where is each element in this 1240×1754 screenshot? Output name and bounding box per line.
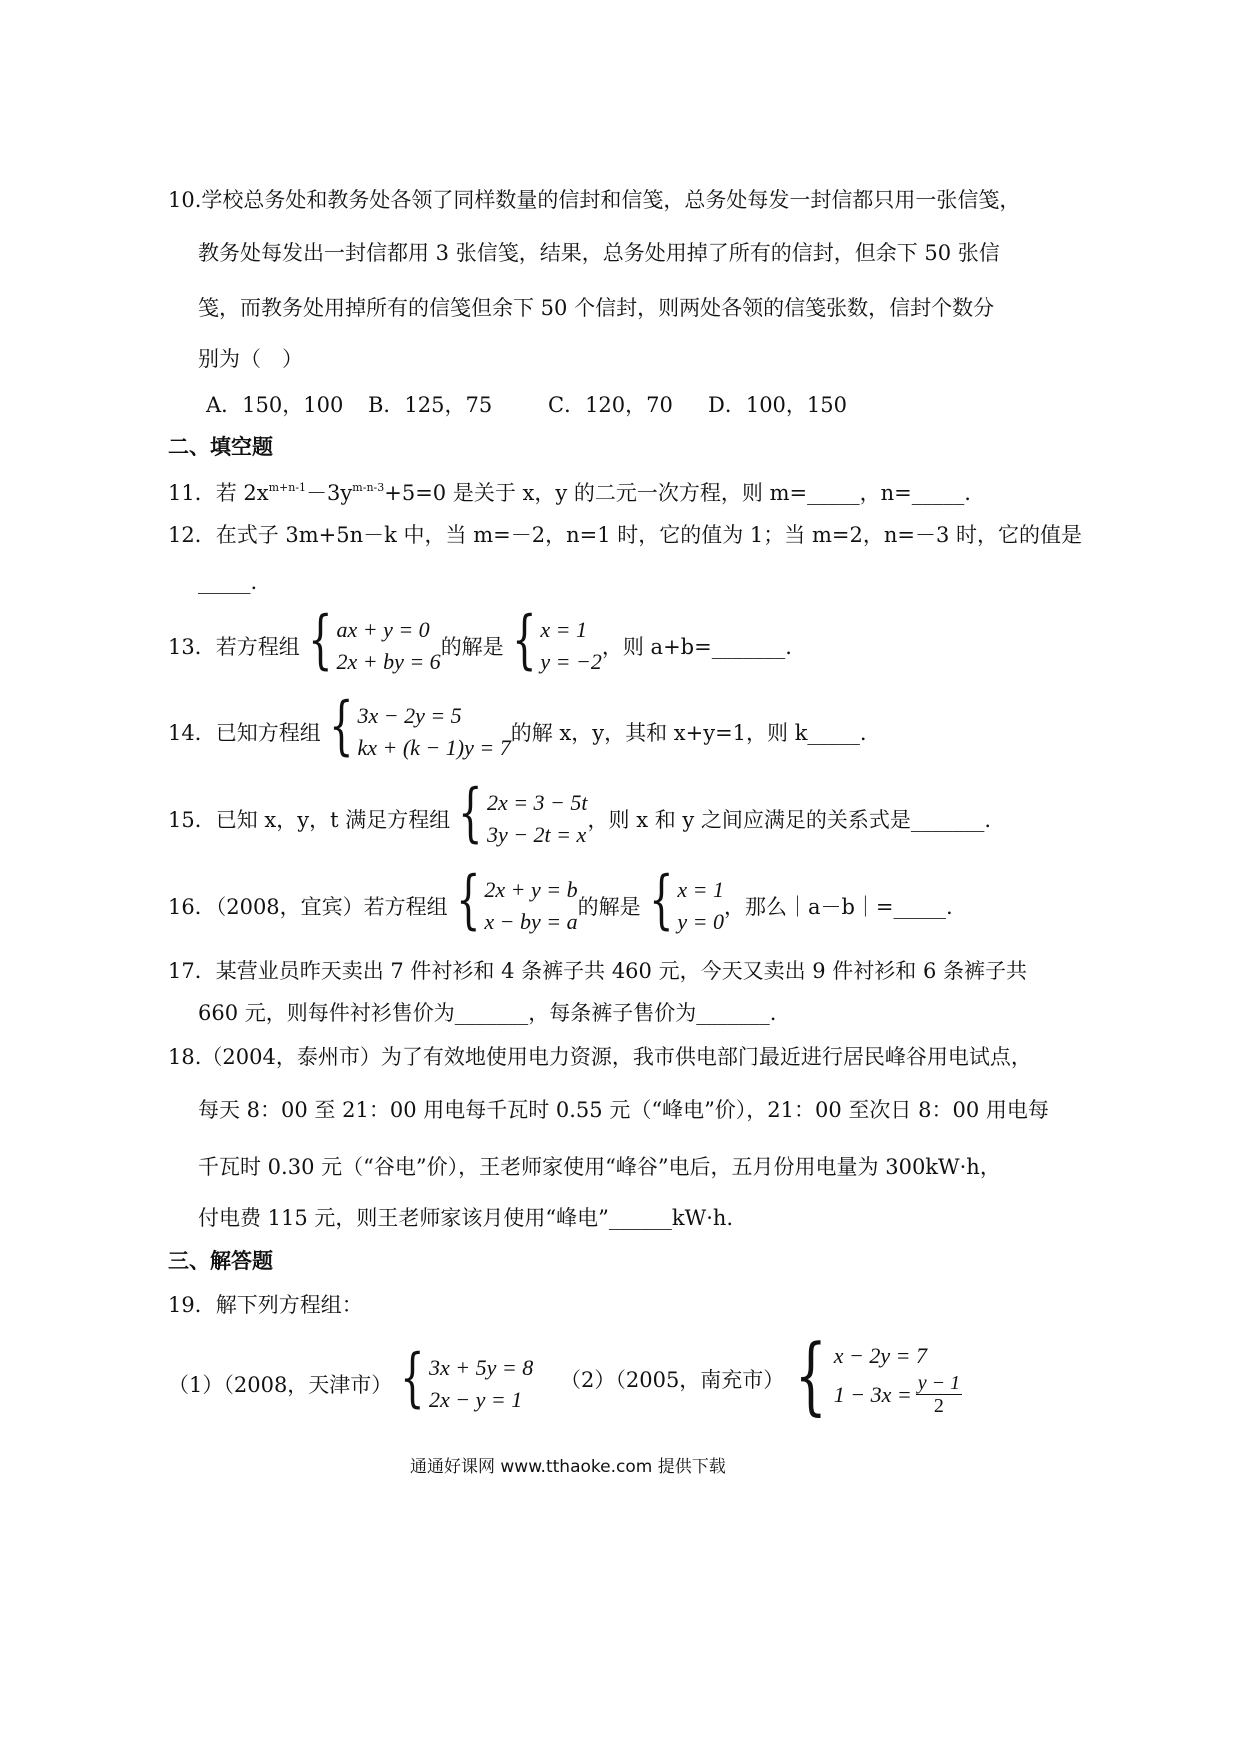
q16-equation-system: { 2x + y = b x − by = a — [455, 863, 578, 937]
q14-eq2: kx + (k − 1)y = 7 — [357, 735, 511, 760]
q12-line1: 12．在式子 3m+5n－k 中，当 m=－2，n=1 时，它的值为 1；当 m=2，n=－3 时，它的值是 — [168, 523, 1082, 547]
q16-eq1: 2x + y = b — [484, 877, 578, 902]
section-heading-solve: 三、解答题 — [168, 1249, 273, 1273]
q15-eq1: 2x = 3 − 5t — [486, 790, 588, 815]
q19-part2 — [560, 1326, 962, 1424]
q13-eq1: ax + y = 0 — [336, 617, 430, 642]
q10-line4: 别为（ ） — [198, 347, 303, 371]
q19-part1 — [168, 1341, 534, 1418]
q16-sol2: y = 0 — [677, 909, 724, 934]
q13-solution-system: { x = 1 y = −2 — [511, 603, 602, 677]
q19-part2-label: （2）（2005，南充市） — [560, 1367, 785, 1392]
q13-mid: 的解是 — [440, 635, 504, 659]
q19-part2-fraction: $\frac{y - 1}{2}$ — [917, 1372, 961, 1417]
q17-line1: 17．某营业员昨天卖出 7 件衬衫和 4 条裤子共 460 元，今天又卖出 9 件衬衫和 6 条裤子共 — [168, 959, 1027, 983]
q10-line2: 教务处每发出一封信都用 3 张信笺，结果，总务处用掉了所有的信封，但余下 50 张信 — [198, 241, 1000, 265]
q18-line1: 18.（2004，泰州市）为了有效地使用电力资源，我市供电部门最近进行居民峰谷用电试点， — [168, 1045, 1032, 1069]
q13-sol2: y = −2 — [540, 649, 602, 674]
q19-title: 19．解下列方程组： — [168, 1293, 363, 1317]
q10-line3: 笺，而教务处用掉所有的信笺但余下 50 个信封，则两处各领的信笺张数，信封个数分 — [198, 296, 995, 320]
q19-part1-system: { 3x + 5y = 8 2x − y = 1 — [400, 1341, 534, 1415]
q14-eq1: 3x − 2y = 5 — [357, 703, 462, 728]
page-footer: 通通好课网 www.tthaoke.com 提供下载 — [410, 1457, 726, 1477]
q14-equation-system: { 3x − 2y = 5 kx + (k − 1)y = 7 — [328, 689, 511, 763]
q13-equation-system: { ax + y = 0 2x + by = 6 — [307, 603, 441, 677]
q10-option-c: C．120，70 — [548, 393, 673, 417]
q10-option-b: B．125，75 — [368, 393, 493, 417]
q19-part2-system: { x − 2y = 7 1 − 3x = $\frac{y - 1}{2}$ — [795, 1326, 961, 1424]
q12-line2: _____. — [198, 570, 258, 594]
q13-eq2: 2x + by = 6 — [336, 649, 441, 674]
q18-line3: 千瓦时 0.30 元（“谷电”价），王老师家使用“峰谷”电后，五月份用电量为 300kW·h， — [198, 1155, 1001, 1179]
q16-row — [168, 863, 953, 940]
q15-row — [168, 776, 992, 853]
q14-post: 的解 x，y，其和 x+y=1，则 k_____. — [510, 721, 867, 745]
section-heading-fill-in: 二、填空题 — [168, 435, 273, 459]
q13-post: ，则 a+b=_______. — [601, 635, 792, 659]
q11-text: 11．若 $2x^{m+n-1}-3y^{m-n-3}+5=0$ 是关于 x，y 的二元一次方程，则 m=_____，n=_____. — [168, 481, 971, 505]
q15-eq2: 3y − 2t = x — [486, 822, 587, 847]
q16-sol1: x = 1 — [677, 877, 724, 902]
q18-line2: 每天 8：00 至 21：00 用电每千瓦时 0.55 元（“峰电”价），21：00 至次日 8：00 用电每 — [198, 1098, 1049, 1122]
q16-mid: 的解是 — [577, 895, 641, 919]
q19-part1-label: （1）（2008，天津市） — [168, 1373, 393, 1397]
q16-post: ，那么｜a－b｜=_____. — [723, 895, 953, 919]
q13-row — [168, 603, 792, 680]
q18-line4: 付电费 115 元，则王老师家该月使用“峰电”______kW·h. — [198, 1206, 734, 1230]
q19-part1-eq1: 3x + 5y = 8 — [429, 1355, 534, 1380]
q15-post: ，则 x 和 y 之间应满足的关系式是_______. — [587, 808, 992, 832]
q10-option-a: A．150，100 — [206, 393, 344, 417]
q15-equation-system: { 2x = 3 − 5t 3y − 2t = x — [458, 776, 588, 850]
q13-sol1: x = 1 — [540, 617, 588, 642]
q19-part2-eq1: x − 2y = 7 — [833, 1343, 927, 1368]
q16-label: 16．（2008，宜宾）若方程组 — [168, 895, 448, 919]
q15-label: 15．已知 x，y，t 满足方程组 — [168, 808, 451, 832]
q16-solution-system: { x = 1 y = 0 — [648, 863, 724, 937]
q19-part1-eq2: 2x − y = 1 — [429, 1387, 523, 1412]
q17-line2: 660 元，则每件衬衫售价为_______，每条裤子售价为_______. — [198, 1001, 777, 1025]
q14-label: 14．已知方程组 — [168, 721, 321, 745]
q16-eq2: x − by = a — [484, 909, 578, 934]
q14-row — [168, 689, 867, 766]
q10-option-d: D．100，150 — [708, 393, 848, 417]
q19-part2-eq2: 1 − 3x = $\frac{y - 1}{2}$ — [833, 1372, 961, 1417]
q10-line1: 10.学校总务处和教务处各领了同样数量的信封和信笺，总务处每发一封信都只用一张信笺， — [168, 188, 1021, 212]
q13-label: 13．若方程组 — [168, 635, 300, 659]
